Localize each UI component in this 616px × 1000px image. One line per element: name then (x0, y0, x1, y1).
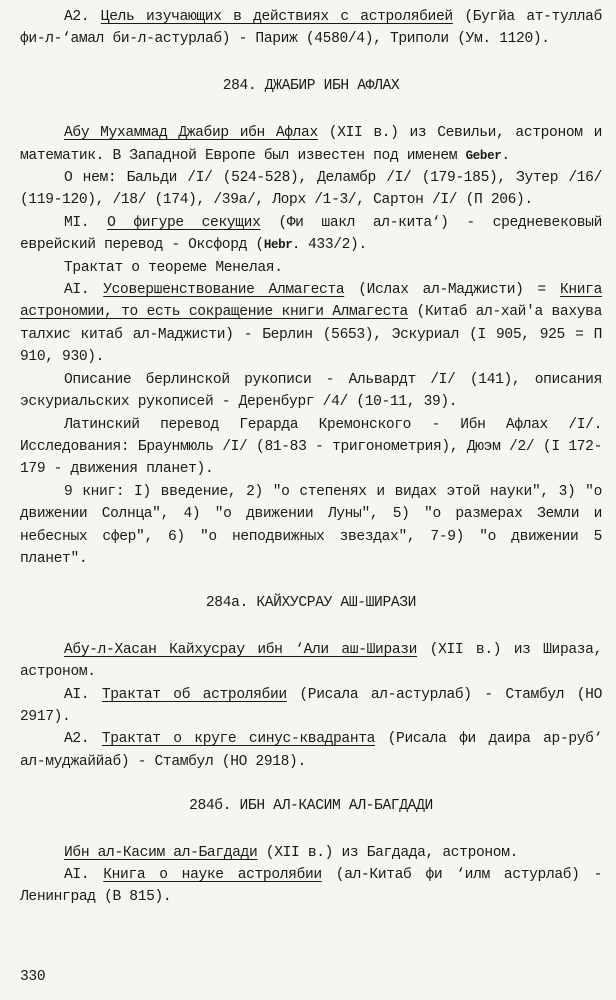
entry-details: (Рисала ал-астурлаб) - Стамбул (НО 2917). (20, 686, 602, 725)
entry-a1-almagest: АI. Усовершенствование Алмагеста (Ислах ал-Маджисти) = Книга астрономии, то есть сокращение книги Алмагеста (Китаб ал-хай'а вахува талхис китаб ал-Маджисти) - Берлин (5653), Эскуриал (I 905, 925 = П 910, 930). (20, 282, 602, 366)
section-heading-284b: 284б. ИБН АЛ-КАСИМ АЛ-БАГДАДИ (189, 798, 433, 815)
author-paragraph-284a (20, 639, 602, 684)
entry-title: Книга о науке астролябии (103, 867, 322, 883)
page-number: 330 (20, 969, 46, 985)
author-info: (XII в.) из Севильи, астроном и математик. В Западной Европе был известен под именем (20, 125, 602, 164)
entry-code: АI. (64, 686, 90, 703)
entry-details: (Бугйа ат-туллаб фи-л-‘амал би-л-астурлаб) - Париж (4580/4), Триполи (Ум. 1120). (20, 9, 602, 48)
books-list: 9 книг: I) введение, 2) "о степенях и видах этой науки", 3) "о движении Солнца", 4) "о движении Луны", 5) "о размерах Земли и небесных сфер", 6) "о неподвижных звездах", 7-9) "о движении 5 планет". (20, 483, 602, 567)
author-info: (XII в.) из Шираза, астроном. (20, 641, 602, 681)
manuscript-shelfmark: Hebr. (263, 238, 300, 253)
section-heading-284a: 284а. КАЙХУСРАУ АШ-ШИРАЗИ (205, 595, 417, 612)
entry-code: АI. (64, 867, 90, 883)
entry-details: (Рисала фи даира ар-руб‘ ал-муджаййаб) - Стамбул (НО 2918). (20, 731, 602, 770)
entry-title: Усовершенствование Алмагеста (103, 282, 345, 299)
entry-m1: МI. О фигуре секущих (Фи шакл ал-кита‘) - средневековый еврейский перевод - Оксфорд (Hebr. 433/2). (20, 214, 602, 254)
author-name: Абу Мухаммад Джабир ибн Афлах (64, 125, 318, 142)
section-heading-284: 284. ДЖАБИР ИБН АФЛАХ (222, 77, 400, 94)
entry-code: МI. (64, 214, 90, 231)
references-paragraph: О нем: Бальди /I/ (524-528), Деламбр /I/ (179-185), Зутер /16/ (119-120), /18/ (174), /39а/, Лорх /1-3/, Сартон /I/ (П 206). (20, 170, 602, 209)
author-info: (XII в.) из Багдада, астроном. (257, 844, 519, 861)
entry-284a-a2 (20, 728, 602, 773)
entry-code: АI. (64, 282, 90, 299)
entry-284b-a1 (20, 864, 602, 909)
manuscript-description: Описание берлинской рукописи - Альвардт /I/ (141), описания эскуриальских рукописей - Деренбург /4/ (10-11, 39). (20, 371, 602, 411)
entry-title: О фигуре секущих (107, 214, 261, 231)
latin-translation-note: Латинский перевод Герарда Кремонского - Ибн Афлах /I/. Исследования: Браунмюль /I/ (81-83 - тригонометрия), Дюэм /2/ (I 172-179 - движения планет). (20, 416, 602, 478)
entry-details: (Китаб ал-хай'а вахува талхис китаб ал-Маджисти) - Берлин (5653), Эскуриал (I 905, 925 = П 910, 930). (20, 304, 602, 366)
entry-title: Трактат о круге синус-квадранта (101, 731, 376, 748)
entry-title: Цель изучающих в действиях с астролябией (100, 9, 453, 25)
entry-284a-a1 (20, 684, 602, 729)
author-name: Абу-л-Хасан Кайхусрау ибн ‘Али аш-Ширази (64, 641, 418, 658)
entry-title: Трактат об астролябии (101, 686, 287, 703)
entry-details: (ал-Китаб фи ‘илм астурлаб) - Ленинград (В 815). (20, 867, 602, 906)
author-paragraph-284b (20, 842, 602, 864)
entry-alt-title: Книга астрономии, то есть сокращение книги Алмагеста (20, 282, 602, 321)
entry-a2-astrolabe-actions (20, 6, 602, 51)
author-name: Ибн ал-Касим ал-Багдади (64, 844, 258, 861)
entry-code: А2. (64, 731, 90, 748)
entry-m1-note: Трактат о теореме Менелая. (64, 259, 283, 276)
entry-details: (Фи шакл ал-кита‘) - средневековый еврейский перевод - Оксфорд ( (20, 214, 602, 254)
author-paragraph-284: Абу Мухаммад Джабир ибн Афлах (XII в.) из Севильи, астроном и математик. В Западной Европе был известен под именем Geber. (20, 125, 602, 164)
entry-code: А2. (64, 9, 90, 25)
latin-name: Geber (465, 148, 502, 163)
